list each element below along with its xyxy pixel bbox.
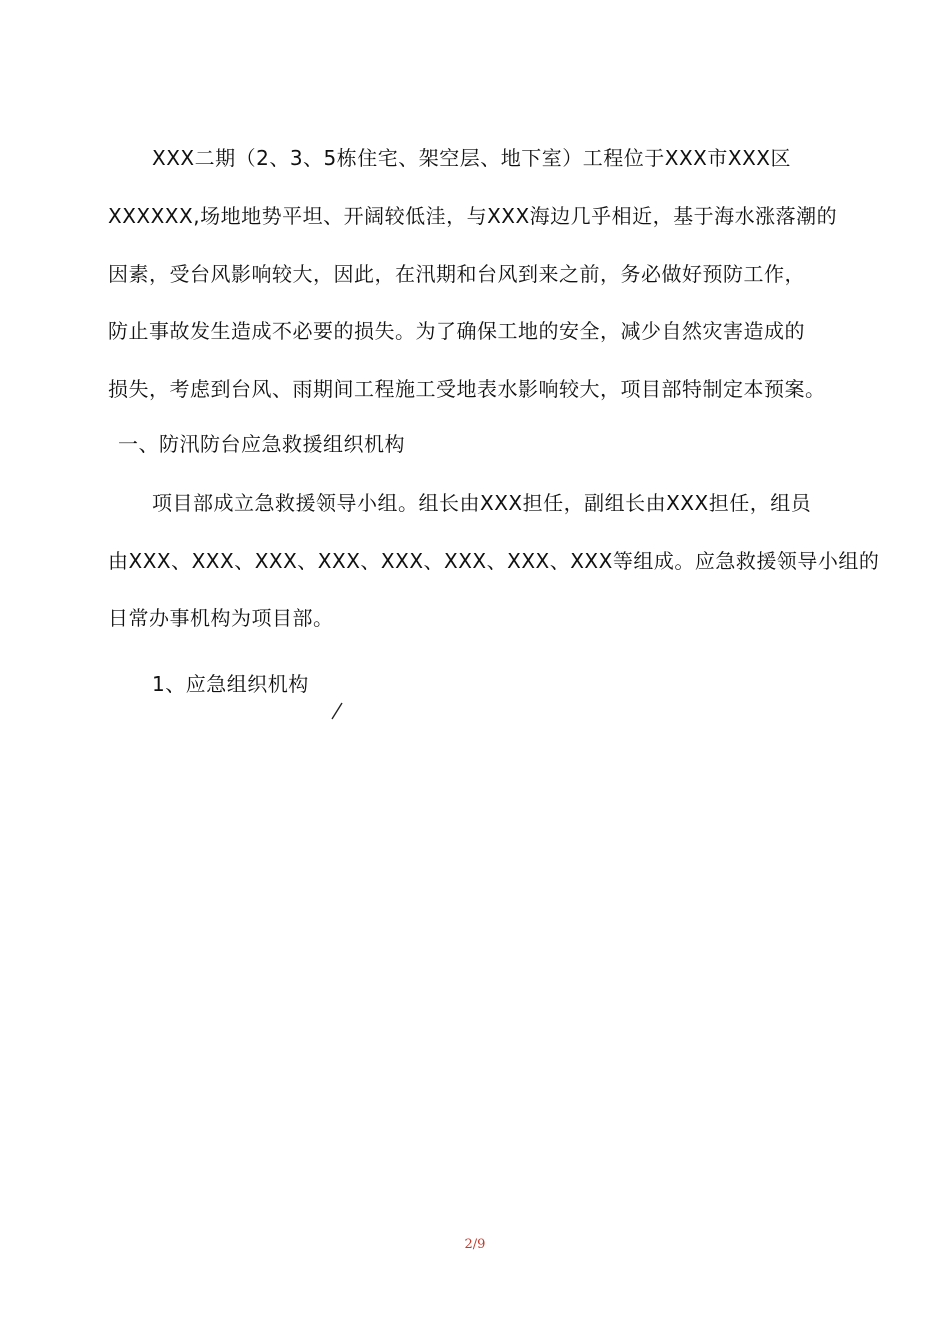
paragraph-line: 日常办事机构为项目部。: [108, 606, 334, 630]
subsection-heading: 1、应急组织机构: [152, 672, 309, 696]
paragraph-line: XXX二期（2、3、5栋住宅、架空层、地下室）工程位于XXX市XXX区: [152, 146, 791, 170]
paragraph-line: 损失，考虑到台风、雨期间工程施工受地表水影响较大，项目部特制定本预案。: [108, 377, 826, 401]
page-number: 2/9: [464, 1237, 486, 1252]
diagram-stroke-mark: [330, 702, 344, 720]
paragraph-line: 防止事故发生造成不必要的损失。为了确保工地的安全，减少自然灾害造成的: [108, 319, 805, 343]
paragraph-line: 由XXX、XXX、XXX、XXX、XXX、XXX、XXX、XXX等组成。应急救援领导小组的: [108, 549, 880, 573]
paragraph-line: XXXXXX,场地地势平坦、开阔较低洼，与XXX海边几乎相近，基于海水涨落潮的: [108, 204, 838, 228]
paragraph-line: 因素，受台风影响较大，因此，在汛期和台风到来之前，务必做好预防工作，: [108, 262, 805, 286]
paragraph-line: 项目部成立急救援领导小组。组长由XXX担任，副组长由XXX担任，组员: [152, 491, 812, 515]
section-heading: 一、防汛防台应急救援组织机构: [118, 432, 405, 456]
